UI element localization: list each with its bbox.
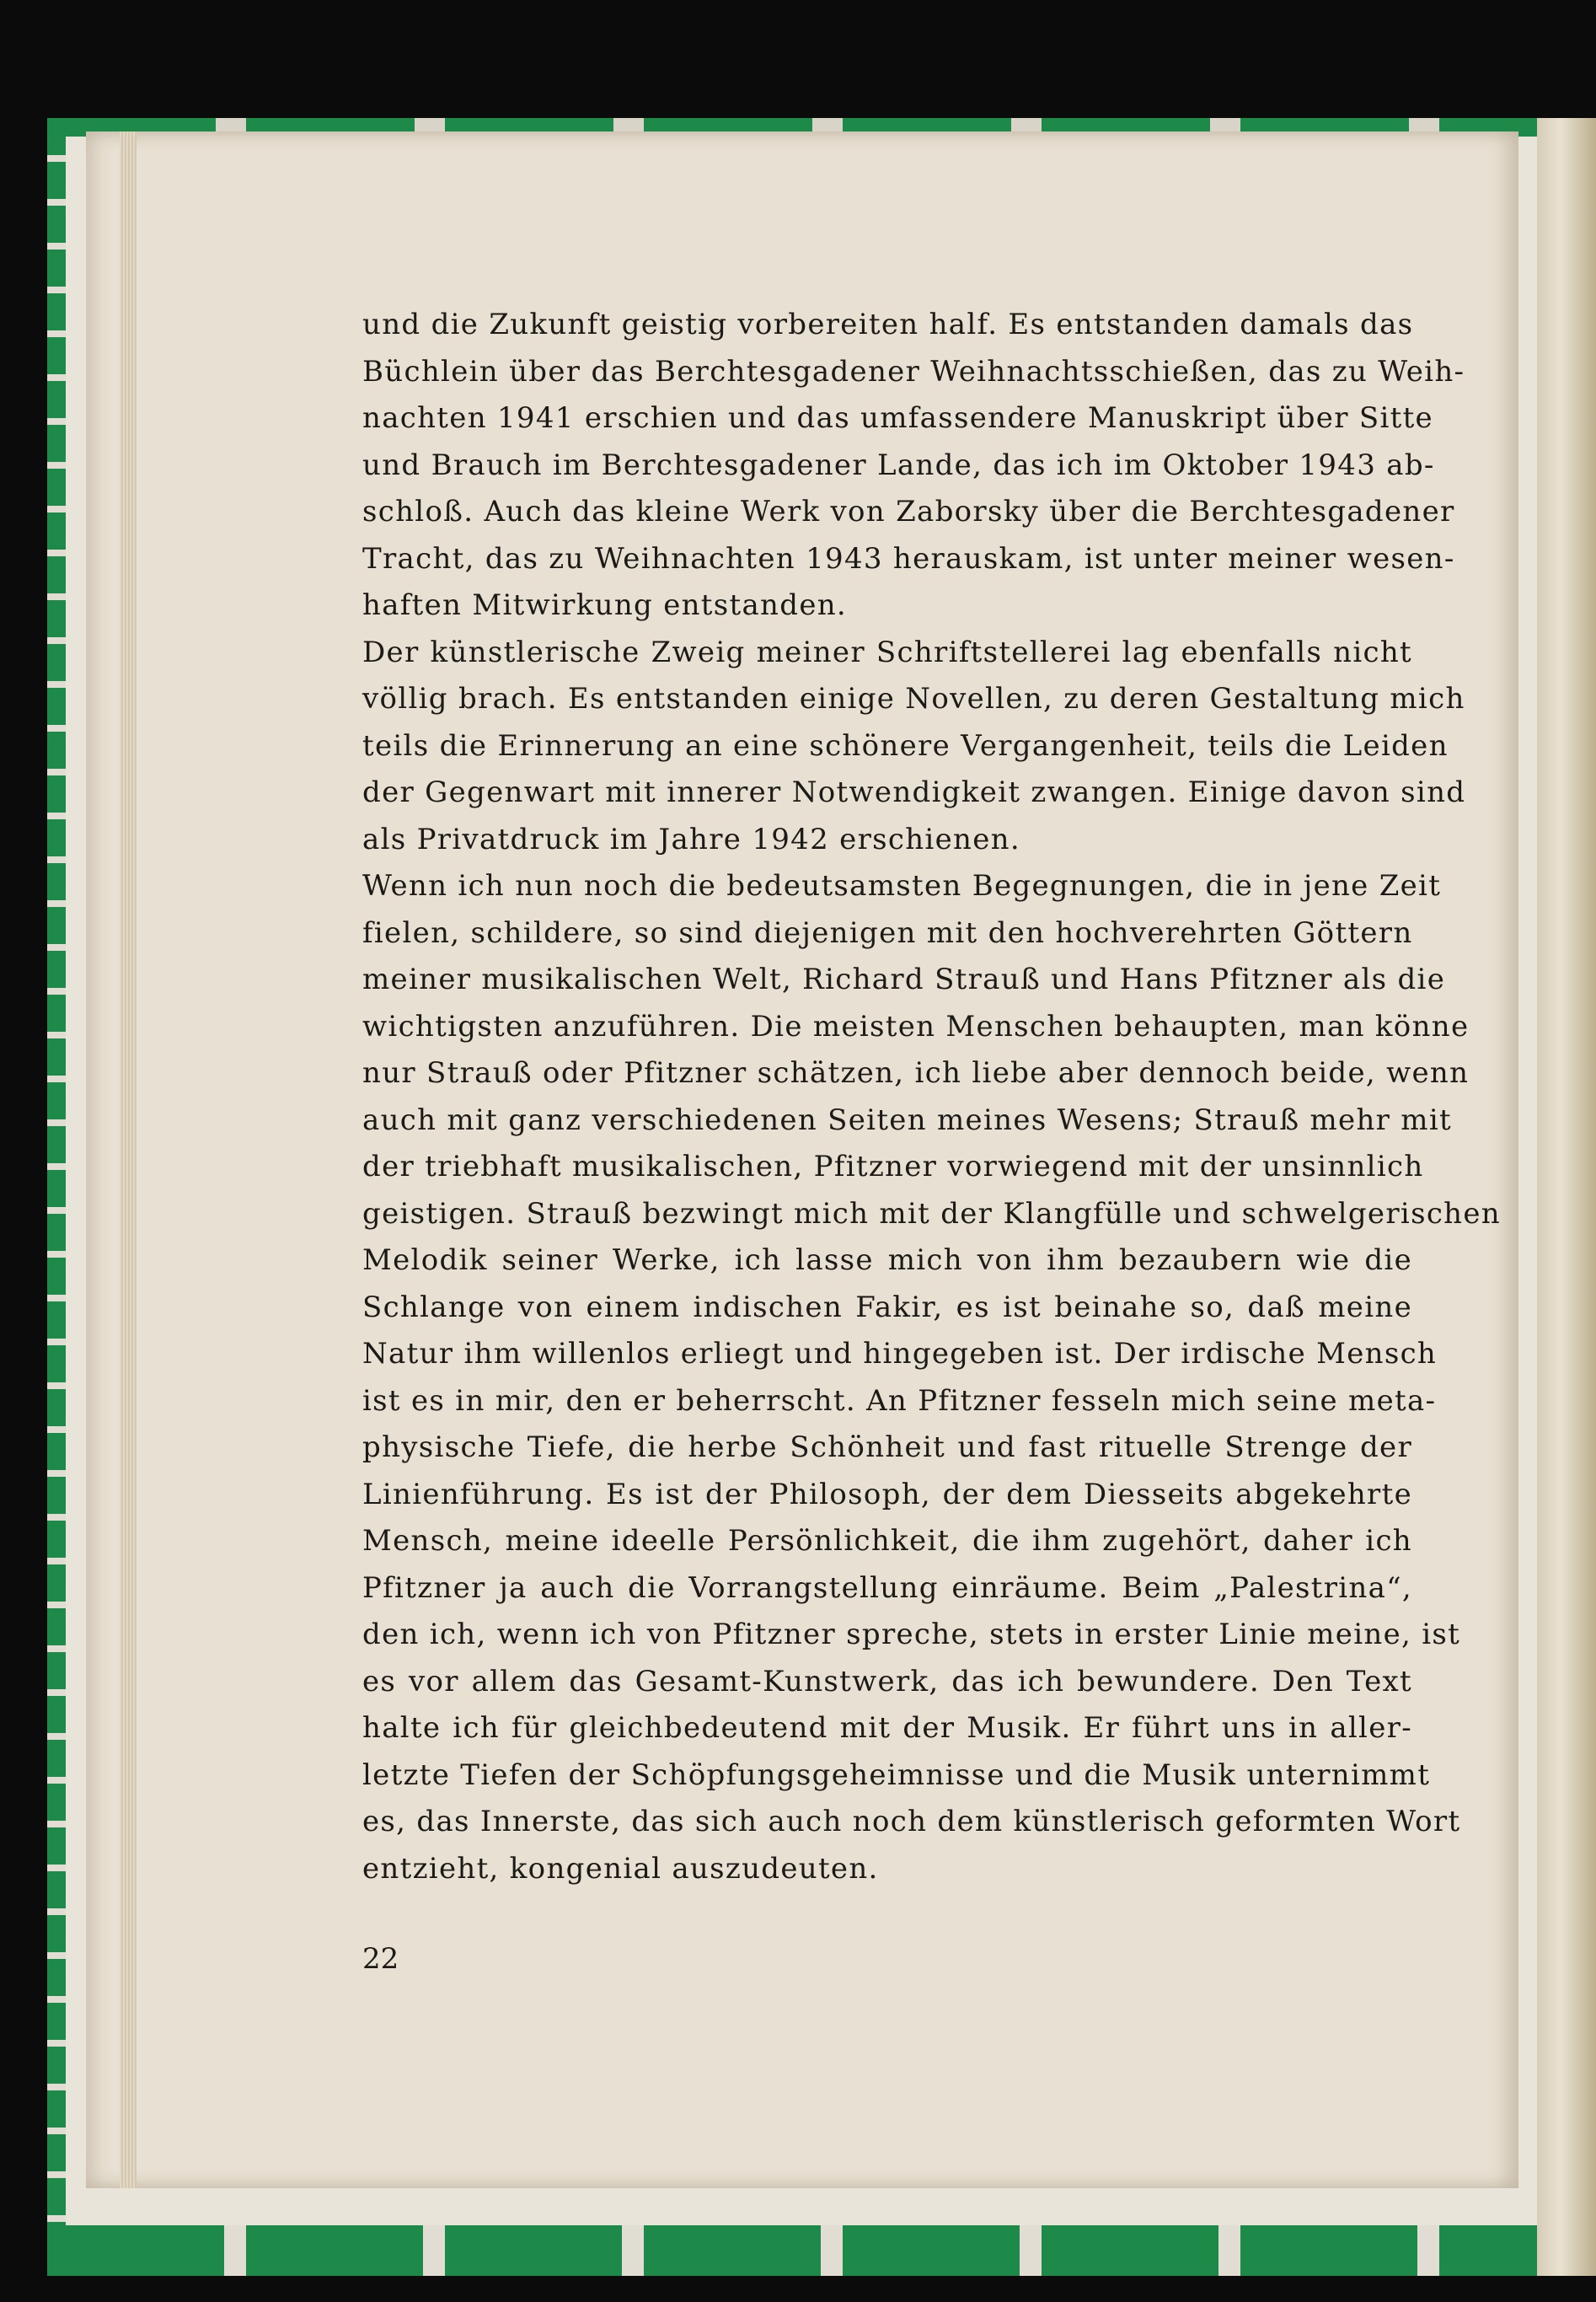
text-line: Natur ihm willenlos erliegt und hingegeben ist. Der irdische Mensch xyxy=(362,1337,1438,1371)
text-line: auch mit ganz verschiedenen Seiten meines Wesens; Strauß mehr mit xyxy=(362,1103,1452,1137)
text-line: und die Zukunft geistig vorbereiten half. Es entstanden damals das xyxy=(362,308,1414,341)
text-line: Mensch, meine ideelle Persönlichkeit, die ihm zugehört, daher ich xyxy=(362,1524,1412,1558)
book-spine-edge xyxy=(1537,118,1596,2276)
text-line: und Brauch im Berchtesgadener Lande, das ich im Oktober 1943 ab- xyxy=(362,448,1435,482)
text-line: letzte Tiefen der Schöpfungsgeheimnisse und die Musik unternimmt xyxy=(362,1757,1431,1792)
text-line: es, das Innerste, das sich auch noch dem künstlerisch geformten Wort xyxy=(362,1805,1461,1838)
text-line: halte ich für gleichbedeutend mit der Musik. Er führt uns in aller- xyxy=(362,1711,1412,1745)
text-line: der Gegenwart mit innerer Notwendigkeit zwangen. Einige davon sind xyxy=(362,775,1466,809)
text-line: den ich, wenn ich von Pfitzner spreche, stets in erster Linie meine, ist xyxy=(362,1618,1461,1651)
text-line: Der künstlerische Zweig meiner Schriftstellerei lag ebenfalls nicht xyxy=(362,635,1412,669)
text-line: entzieht, kongenial auszudeuten. xyxy=(362,1851,879,1886)
text-line: schloß. Auch das kleine Werk von Zaborsky über die Berchtesgadener xyxy=(362,495,1455,529)
text-line: nachten 1941 erschien und das umfassendere Manuskript über Sitte xyxy=(362,401,1433,435)
text-line: fielen, schildere, so sind diejenigen mit den hochverehrten Göttern xyxy=(362,915,1413,950)
text-line: Melodik seiner Werke, ich lasse mich von ihm bezaubern wie die xyxy=(362,1243,1412,1277)
cover-pattern-left xyxy=(47,118,66,2276)
body-text xyxy=(362,302,1501,1892)
text-line: Schlange von einem indischen Fakir, es ist beinahe so, daß meine xyxy=(362,1290,1412,1324)
text-line: der triebhaft musikalischen, Pfitzner vorwiegend mit der unsinnlich xyxy=(362,1150,1424,1183)
text-line: ist es in mir, den er beherrscht. An Pfitzner fesseln mich seine meta- xyxy=(362,1383,1437,1418)
text-line: Pfitzner ja auch die Vorrangstellung einräume. Beim „Palestrina“, xyxy=(362,1570,1412,1605)
text-line: meiner musikalischen Welt, Richard Strauß und Hans Pfitzner als die xyxy=(362,963,1446,996)
page-number: 22 xyxy=(362,1942,399,1976)
text-line: Tracht, das zu Weihnachten 1943 herauskam, ist unter meiner wesen- xyxy=(362,541,1455,576)
text-line: nur Strauß oder Pfitzner schätzen, ich liebe aber dennoch beide, wenn xyxy=(362,1056,1470,1090)
text-line: völlig brach. Es entstanden einige Novellen, zu deren Gestaltung mich xyxy=(362,682,1465,716)
text-line: als Privatdruck im Jahre 1942 erschienen. xyxy=(362,822,1020,856)
text-line: geistigen. Strauß bezwingt mich mit der Klangfülle und schwelgerischen xyxy=(362,1196,1501,1231)
text-line: Linienführung. Es ist der Philosoph, der dem Diesseits abgekehrte xyxy=(362,1477,1412,1511)
text-line: Wenn ich nun noch die bedeutsamsten Begegnungen, die in jene Zeit xyxy=(362,869,1442,903)
text-line: physische Tiefe, die herbe Schönheit und fast rituelle Strenge der xyxy=(362,1430,1412,1464)
cover-pattern-bottom xyxy=(47,2225,1596,2276)
text-line: es vor allem das Gesamt-Kunstwerk, das ich bewundere. Den Text xyxy=(362,1664,1412,1698)
page-stack-edge xyxy=(120,131,137,2188)
text-line: haften Mitwirkung entstanden. xyxy=(362,588,848,622)
text-line: Büchlein über das Berchtesgadener Weihnachtsschießen, das zu Weih- xyxy=(362,354,1465,389)
text-line: wichtigsten anzuführen. Die meisten Menschen behaupten, man könne xyxy=(362,1009,1470,1044)
text-line: teils die Erinnerung an eine schönere Vergangenheit, teils die Leiden xyxy=(362,728,1449,763)
